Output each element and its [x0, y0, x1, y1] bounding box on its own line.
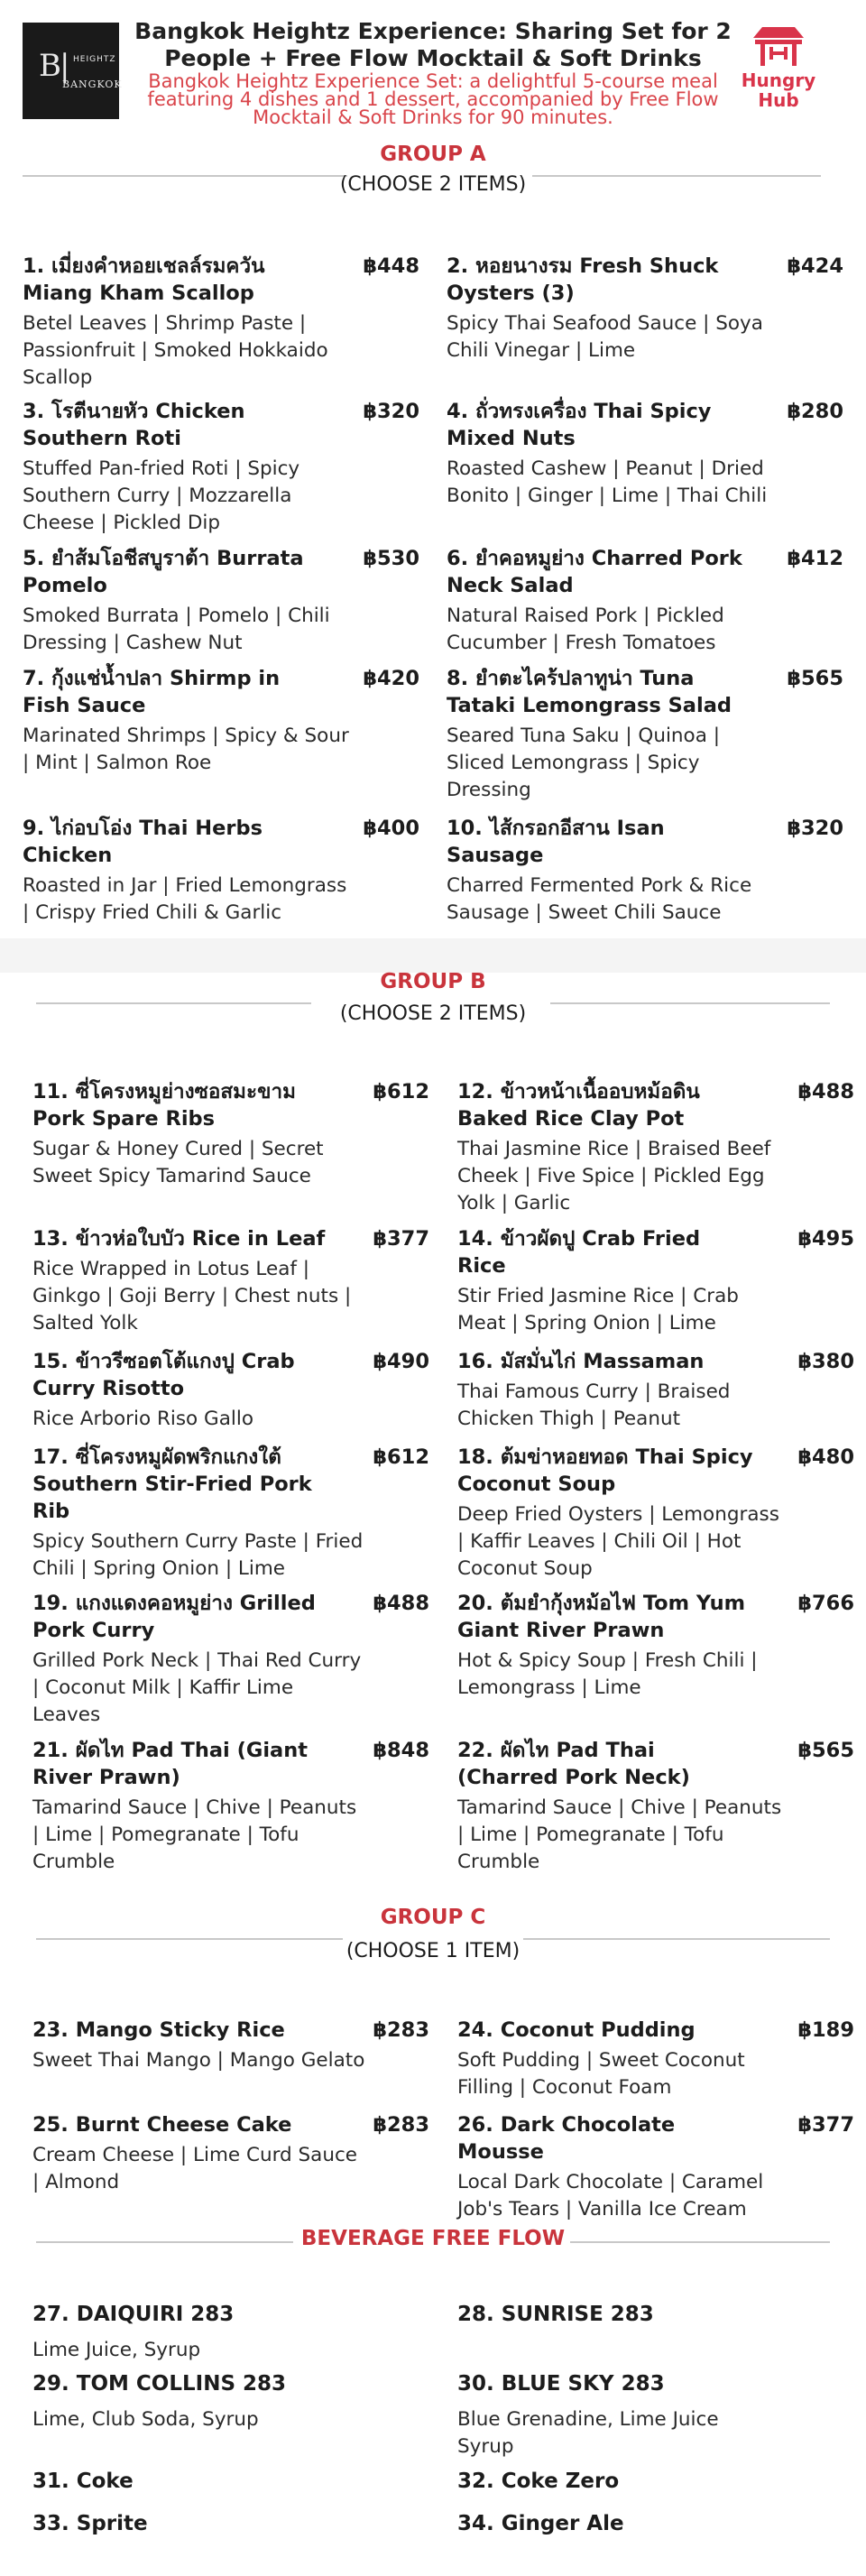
group-b-heading	[0, 970, 866, 1033]
beverage-item	[457, 2468, 854, 2495]
menu-item	[457, 1444, 854, 1583]
item-description: Roasted in Jar | Fried Lemongrass | Crispy Fried Chili & Garlic	[23, 874, 347, 924]
logo-word-bangkok: BANGKOK	[62, 78, 123, 90]
item-price: ฿490	[373, 1350, 429, 1373]
item-name: 28. SUNRISE 283	[457, 2303, 654, 2326]
menu-item	[32, 1225, 429, 1337]
group-a-heading	[0, 143, 866, 206]
menu-item	[23, 253, 419, 392]
beverage-item	[32, 2370, 429, 2433]
menu-item	[447, 665, 843, 804]
beverage-item	[32, 2468, 429, 2495]
item-price: ฿612	[373, 1080, 429, 1103]
item-description: Thai Famous Curry | Braised Chicken Thigh | Peanut	[457, 1380, 731, 1430]
menu-item	[32, 1590, 429, 1729]
menu-item	[32, 2111, 429, 2196]
item-price: ฿189	[797, 2018, 854, 2042]
menu-item	[457, 1737, 854, 1876]
section-separator	[0, 938, 866, 973]
menu-item	[23, 398, 419, 537]
item-name: 16. มัสมั่นไก่ Massaman	[457, 1350, 705, 1373]
item-description: Deep Fried Oysters | Lemongrass | Kaffir Leaves | Chili Oil | Hot Coconut Soup	[457, 1503, 779, 1580]
menu-item	[457, 2111, 854, 2223]
logo-mark: B|	[39, 48, 69, 84]
item-name: 24. Coconut Pudding	[457, 2018, 696, 2042]
item-description: Soft Pudding | Sweet Coconut Filling | Coconut Foam	[457, 2049, 745, 2099]
item-description: Rice Wrapped in Lotus Leaf | Ginkgo | Goji Berry | Chest nuts | Salted Yolk	[32, 1258, 352, 1334]
item-name: 20. ต้มยำกุ้งหม้อไฟ Tom Yum Giant River Prawn	[457, 1592, 746, 1642]
item-description: Marinated Shrimps | Spicy & Sour | Mint | Salmon Roe	[23, 725, 349, 774]
item-price: ฿420	[363, 667, 419, 690]
item-name: 4. ถั่วทรงเครื่อง Thai Spicy Mixed Nuts	[447, 400, 712, 450]
menu-item	[32, 2017, 429, 2074]
item-price: ฿320	[787, 817, 843, 840]
item-price: ฿488	[797, 1080, 854, 1103]
beverage-item	[457, 2510, 854, 2537]
item-price: ฿283	[373, 2113, 429, 2137]
item-price: ฿565	[787, 667, 843, 690]
item-description: Spicy Southern Curry Paste | Fried Chili | Spring Onion | Lime	[32, 1530, 364, 1580]
item-description: Blue Grenadine, Lime Juice Syrup	[457, 2408, 719, 2458]
item-name: 34. Ginger Ale	[457, 2512, 624, 2535]
item-price: ฿283	[373, 2018, 429, 2042]
item-description: Spicy Thai Seafood Sauce | Soya Chili Vinegar | Lime	[447, 312, 763, 362]
item-price: ฿495	[797, 1227, 854, 1251]
menu-item	[32, 1444, 429, 1583]
menu-header	[0, 0, 866, 135]
item-description: Stir Fried Jasmine Rice | Crab Meat | Spring Onion | Lime	[457, 1285, 739, 1334]
item-price: ฿530	[363, 547, 419, 570]
item-name: 21. ผัดไท Pad Thai (Giant River Prawn)	[32, 1739, 308, 1789]
item-name: 8. ยำตะไคร้ปลาทูน่า Tuna Tataki Lemongrass Salad	[447, 667, 732, 717]
item-name: 29. TOM COLLINS 283	[32, 2372, 287, 2396]
menu-item	[447, 398, 843, 510]
item-price: ฿320	[363, 400, 419, 423]
item-price: ฿488	[373, 1592, 429, 1615]
item-name: 19. แกงแดงคอหมูย่าง Grilled Pork Curry	[32, 1592, 316, 1642]
item-price: ฿448	[363, 254, 419, 278]
item-description: Tamarind Sauce | Chive | Peanuts | Lime | Pomegranate | Tofu Crumble	[457, 1796, 782, 1873]
menu-item	[457, 1348, 854, 1433]
item-price: ฿280	[787, 400, 843, 423]
item-description: Seared Tuna Saku | Quinoa | Sliced Lemongrass | Spicy Dressing	[447, 725, 720, 801]
menu-item	[447, 815, 843, 927]
menu-item	[23, 815, 419, 927]
item-name: 9. ไก่อบโอ่ง Thai Herbs Chicken	[23, 817, 263, 867]
item-name: 18. ต้มข่าหอยทอด Thai Spicy Coconut Soup	[457, 1445, 753, 1496]
item-description: Roasted Cashew | Peanut | Dried Bonito | Ginger | Lime | Thai Chili	[447, 457, 768, 507]
table-icon	[751, 25, 806, 67]
item-name: 6. ยำคอหมูย่าง Charred Pork Neck Salad	[447, 547, 742, 597]
item-name: 11. ซี่โครงหมูย่างซอสมะขาม Pork Spare Ribs	[32, 1080, 296, 1131]
item-description: Sweet Thai Mango | Mango Gelato	[32, 2049, 365, 2072]
item-price: ฿565	[797, 1739, 854, 1762]
beverage-title: BEVERAGE FREE FLOW	[300, 2227, 566, 2250]
bangkok-heightz-logo	[23, 23, 123, 119]
item-name: 25. Burnt Cheese Cake	[32, 2113, 292, 2137]
item-price: ฿848	[373, 1739, 429, 1762]
item-description: Natural Raised Pork | Pickled Cucumber | Fresh Tomatoes	[447, 605, 724, 654]
menu-item	[32, 1078, 429, 1190]
item-description: Lime, Club Soda, Syrup	[32, 2408, 259, 2431]
item-price: ฿480	[797, 1445, 854, 1469]
item-description: Grilled Pork Neck | Thai Red Curry | Coconut Milk | Kaffir Lime Leaves	[32, 1649, 362, 1726]
beverage-heading	[0, 2227, 866, 2263]
menu-item	[457, 1590, 854, 1702]
menu-item	[32, 1737, 429, 1876]
item-name: 31. Coke	[32, 2470, 134, 2493]
group-a-rule: (CHOOSE 2 ITEMS)	[339, 173, 527, 196]
item-name: 10. ไส้กรอกอีสาน Isan Sausage	[447, 817, 665, 867]
item-name: 12. ข้าวหน้าเนื้ออบหม้อดิน Baked Rice Clay Pot	[457, 1080, 700, 1131]
menu-item	[23, 665, 419, 777]
group-c-heading	[0, 1906, 866, 1969]
item-name: 14. ข้าวผัดปู Crab Fried Rice	[457, 1227, 701, 1278]
menu-item	[32, 1348, 429, 1433]
item-price: ฿766	[797, 1592, 854, 1615]
beverage-item	[32, 2510, 429, 2537]
item-description: Smoked Burrata | Pomelo | Chili Dressing | Cashew Nut	[23, 605, 330, 654]
item-price: ฿412	[787, 547, 843, 570]
group-c-title: GROUP C	[380, 1906, 486, 1929]
item-price: ฿380	[797, 1350, 854, 1373]
item-price: ฿400	[363, 817, 419, 840]
menu-item	[23, 545, 419, 657]
item-description: Thai Jasmine Rice | Braised Beef Cheek | Five Spice | Pickled Egg Yolk | Garlic	[457, 1138, 771, 1214]
item-description: Cream Cheese | Lime Curd Sauce | Almond	[32, 2144, 358, 2193]
menu-item	[457, 1078, 854, 1217]
item-name: 27. DAIQUIRI 283	[32, 2303, 235, 2326]
item-price: ฿424	[787, 254, 843, 278]
item-price: ฿377	[373, 1227, 429, 1251]
item-description: Lime Juice, Syrup	[32, 2339, 201, 2361]
beverage-item	[457, 2370, 854, 2461]
item-name: 13. ข้าวห่อใบบัว Rice in Leaf	[32, 1227, 326, 1251]
item-name: 23. Mango Sticky Rice	[32, 2018, 285, 2042]
item-description: Charred Fermented Pork & Rice Sausage | Sweet Chili Sauce	[447, 874, 752, 924]
item-price: ฿377	[797, 2113, 854, 2137]
group-c-rule: (CHOOSE 1 ITEM)	[345, 1940, 521, 1962]
item-name: 30. BLUE SKY 283	[457, 2372, 665, 2396]
menu-item	[447, 545, 843, 657]
menu-item	[457, 1225, 854, 1337]
item-description: Hot & Spicy Soup | Fresh Chili | Lemongrass | Lime	[457, 1649, 758, 1699]
item-description: Tamarind Sauce | Chive | Peanuts | Lime | Pomegranate | Tofu Crumble	[32, 1796, 357, 1873]
item-price: ฿612	[373, 1445, 429, 1469]
group-b-rule: (CHOOSE 2 ITEMS)	[339, 1002, 527, 1025]
item-description: Local Dark Chocolate | Caramel Job's Tears | Vanilla Ice Cream	[457, 2171, 764, 2221]
menu-item	[447, 253, 843, 365]
item-name: 5. ยำส้มโอชีสบูราต้า Burrata Pomelo	[23, 547, 304, 597]
group-a-title: GROUP A	[380, 143, 486, 166]
item-name: 7. กุ้งแช่น้ำปลา Shirmp in Fish Sauce	[23, 667, 281, 717]
item-name: 2. หอยนางรม Fresh Shuck Oysters (3)	[447, 254, 719, 305]
group-b-title: GROUP B	[380, 970, 486, 993]
menu-item	[457, 2017, 854, 2101]
item-description: Sugar & Honey Cured | Secret Sweet Spicy Tamarind Sauce	[32, 1138, 324, 1187]
page-subtitle: Bangkok Heightz Experience Set: a delightful 5-course meal featuring 4 dishes and 1 dessert, accompanied by Free Flow Mocktail & Soft Drinks for 90 minutes.	[147, 70, 719, 128]
item-name: 26. Dark Chocolate Mousse	[457, 2113, 676, 2164]
item-name: 32. Coke Zero	[457, 2470, 620, 2493]
page-title: Bangkok Heightz Experience: Sharing Set for 2 People + Free Flow Mocktail & Soft Drinks	[134, 18, 732, 71]
beverage-item	[32, 2301, 429, 2364]
item-name: 17. ซี่โครงหมูผัดพริกแกงใต้ Southern Stir-Fried Pork Rib	[32, 1445, 312, 1523]
item-name: 1. เมี่ยงคำหอยเชลล์รมควัน Miang Kham Scallop	[23, 254, 265, 305]
beverage-item	[457, 2301, 854, 2328]
brand-name: Hungry Hub	[741, 69, 816, 111]
item-name: 22. ผัดไท Pad Thai (Charred Pork Neck)	[457, 1739, 690, 1789]
item-name: 33. Sprite	[32, 2512, 148, 2535]
hungry-hub-logo	[738, 25, 819, 110]
item-description: Betel Leaves | Shrimp Paste | Passionfruit | Smoked Hokkaido Scallop	[23, 312, 328, 389]
item-name: 15. ข้าวรีซอตโต้แกงปู Crab Curry Risotto	[32, 1350, 295, 1400]
item-description: Stuffed Pan-fried Roti | Spicy Southern Curry | Mozzarella Cheese | Pickled Dip	[23, 457, 300, 534]
item-name: 3. โรตีนายหัว Chicken Southern Roti	[23, 400, 245, 450]
item-description: Rice Arborio Riso Gallo	[32, 1408, 253, 1430]
logo-word-heightz: HEIGHTZ	[73, 55, 116, 64]
